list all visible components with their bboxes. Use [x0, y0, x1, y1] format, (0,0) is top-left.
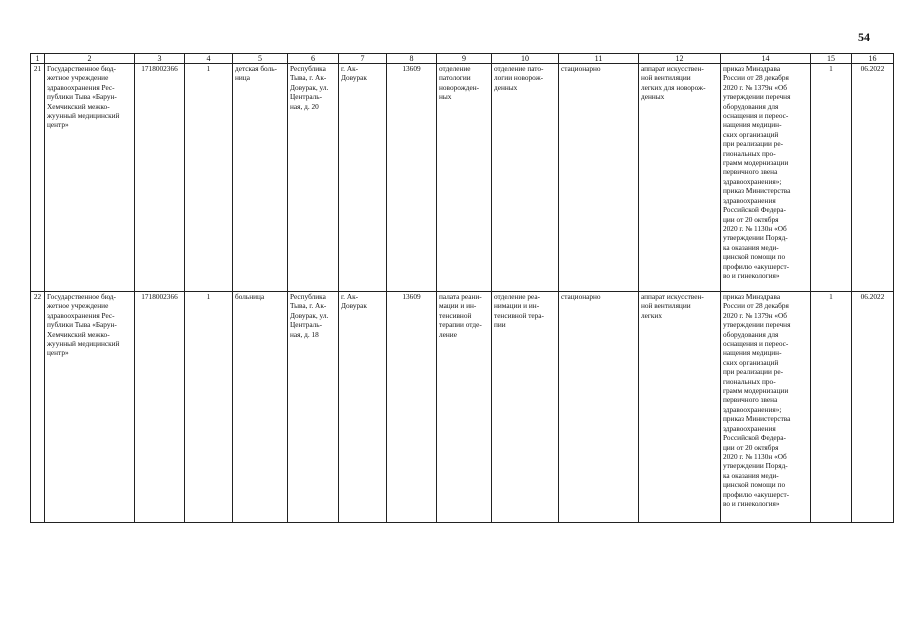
care-conditions-cell: стационарно [559, 64, 639, 292]
address-cell: Республика Тыва, г. Ак- Довурак, ул. Централь- ная, д. 18 [288, 292, 339, 523]
table-row [31, 292, 894, 523]
care-conditions-cell: стационарно [559, 292, 639, 523]
column-header: 15 [811, 54, 852, 64]
column-header: 1 [31, 54, 45, 64]
count-cell: 1 [185, 292, 233, 523]
date-cell: 06.2022 [852, 292, 894, 523]
department-cell: палата реани- мации и ин- тенсивной терапии отде- ление [437, 292, 492, 523]
locality-cell: г. Ак- Довурак [339, 292, 387, 523]
department-cell: отделение патологии новорожден- ных [437, 64, 492, 292]
column-header: 11 [559, 54, 639, 64]
column-header: 16 [852, 54, 894, 64]
column-header: 14 [721, 54, 811, 64]
inn-cell: 1718002366 [135, 64, 185, 292]
equipment-registry-table [30, 53, 894, 523]
date-cell: 06.2022 [852, 64, 894, 292]
code-cell: 13609 [387, 64, 437, 292]
quantity-cell: 1 [811, 64, 852, 292]
header-row [31, 54, 894, 64]
column-header: 5 [233, 54, 288, 64]
table-row [31, 64, 894, 292]
column-header: 12 [639, 54, 721, 64]
column-header: 8 [387, 54, 437, 64]
row-number-cell: 22 [31, 292, 45, 523]
address-cell: Республика Тыва, г. Ак- Довурак, ул. Централь- ная, д. 20 [288, 64, 339, 292]
organization-name-cell: Государственное бюд- жетное учреждение здравоохранения Рес- публики Тыва «Барун- Хемчикский межко- жуунный медицинский центр» [45, 292, 135, 523]
equipment-cell: аппарат искусствен- ной вентиляции легких [639, 292, 721, 523]
code-cell: 13609 [387, 292, 437, 523]
column-header: 7 [339, 54, 387, 64]
column-header: 2 [45, 54, 135, 64]
locality-cell: г. Ак- Довурак [339, 64, 387, 292]
row-number-cell: 21 [31, 64, 45, 292]
unit-cell: отделение реа- нимации и ин- тенсивной тера- пии [492, 292, 559, 523]
inn-cell: 1718002366 [135, 292, 185, 523]
page-number: 54 [858, 30, 870, 44]
column-header: 4 [185, 54, 233, 64]
column-header: 3 [135, 54, 185, 64]
column-header: 6 [288, 54, 339, 64]
legal-basis-cell: приказ Минздрава России от 28 декабря 2020 г. № 1379н «Об утверждении перечня оборудования для оснащения и переос- нащения медицин- ских организаций при реализации ре- гиональных про- грамм модернизации первичного звена здравоохранения»; приказ Министерства здравоохранения Российской Федера- ции от 20 октября 2020 г. № 1130н «Об утверждении Поряд- ка оказания меди- цинской помощи по профилю «акушерст- во и гинекология» [721, 292, 811, 523]
legal-basis-cell: приказ Минздрава России от 28 декабря 2020 г. № 1379н «Об утверждении перечня оборудования для оснащения и переос- нащения медицин- ских организаций при реализации ре- гиональных про- грамм модернизации первичного звена здравоохранения»; приказ Министерства здравоохранения Российской Федера- ции от 20 октября 2020 г. № 1130н «Об утверждении Поряд- ка оказания меди- цинской помощи по профилю «акушерст- во и гинекология» [721, 64, 811, 292]
facility-type-cell: больница [233, 292, 288, 523]
quantity-cell: 1 [811, 292, 852, 523]
organization-name-cell: Государственное бюд- жетное учреждение здравоохранения Рес- публики Тыва «Барун- Хемчикский межко- жуунный медицинский центр» [45, 64, 135, 292]
equipment-cell: аппарат искусствен- ной вентиляции легких для новорож- денных [639, 64, 721, 292]
column-header: 9 [437, 54, 492, 64]
count-cell: 1 [185, 64, 233, 292]
column-header: 10 [492, 54, 559, 64]
facility-type-cell: детская боль- ница [233, 64, 288, 292]
unit-cell: отделение пато- логии новорож- денных [492, 64, 559, 292]
